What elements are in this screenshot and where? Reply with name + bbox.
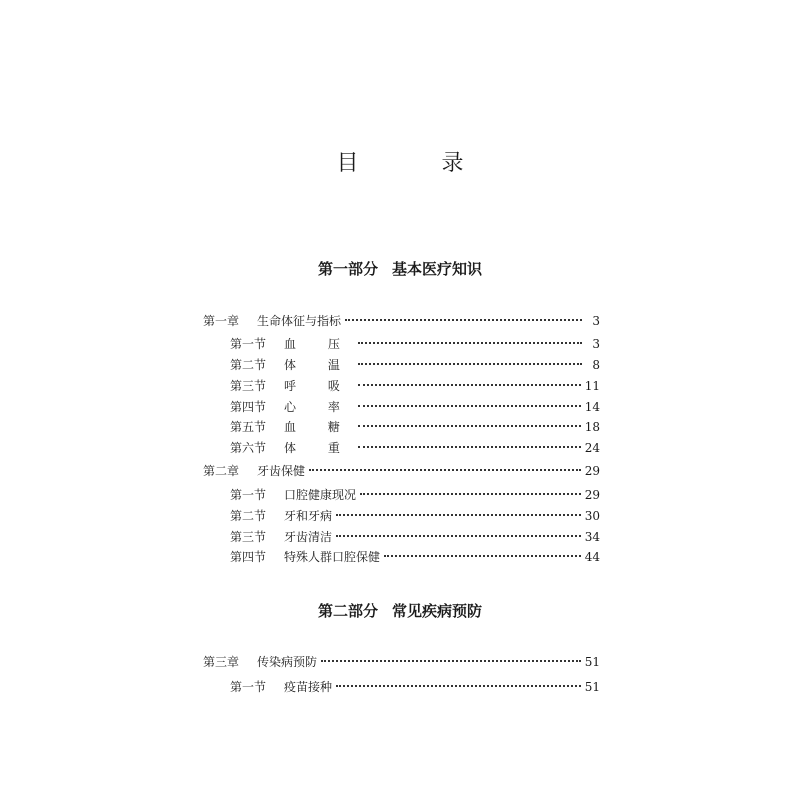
section-title: 牙和牙病 bbox=[284, 509, 333, 523]
toc-section-entry[interactable] bbox=[230, 335, 600, 353]
chapter-number: 第二章 bbox=[203, 464, 240, 478]
page-number: 24 bbox=[584, 441, 600, 455]
part-title: 基本医疗知识 bbox=[392, 260, 483, 278]
dot-leader bbox=[358, 342, 582, 344]
page-number: 18 bbox=[584, 420, 600, 434]
dot-leader bbox=[345, 319, 582, 321]
section-number: 第三节 bbox=[230, 379, 267, 393]
chapter-title: 传染病预防 bbox=[257, 655, 318, 669]
section-title: 疫苗接种 bbox=[284, 680, 333, 694]
section-title: 牙齿清洁 bbox=[284, 530, 333, 544]
toc-section-entry[interactable] bbox=[230, 486, 600, 504]
dot-leader bbox=[358, 363, 582, 365]
section-title: 体 重 bbox=[284, 441, 354, 455]
page-number: 30 bbox=[584, 509, 600, 523]
dot-leader bbox=[336, 535, 581, 537]
toc-section-entry[interactable] bbox=[230, 418, 600, 436]
toc-section-entry[interactable] bbox=[230, 678, 600, 696]
dot-leader bbox=[336, 514, 581, 516]
part-heading bbox=[0, 600, 800, 621]
toc-section-entry[interactable] bbox=[230, 377, 600, 395]
part-label: 第一部分 bbox=[317, 260, 378, 278]
chapter-title: 牙齿保健 bbox=[257, 464, 306, 478]
section-title: 血 压 bbox=[284, 337, 354, 351]
dot-leader bbox=[358, 405, 581, 407]
dot-leader bbox=[358, 384, 581, 386]
section-number: 第一节 bbox=[230, 488, 267, 502]
chapter-number: 第一章 bbox=[203, 314, 240, 328]
toc-section-entry[interactable] bbox=[230, 548, 600, 566]
part-heading bbox=[0, 258, 800, 279]
toc-section-entry[interactable] bbox=[230, 398, 600, 416]
section-number: 第二节 bbox=[230, 509, 267, 523]
chapter-number: 第三章 bbox=[203, 655, 240, 669]
section-number: 第二节 bbox=[230, 358, 267, 372]
page-number: 29 bbox=[584, 464, 600, 478]
section-title: 血 糖 bbox=[284, 420, 354, 434]
toc-chapter-entry[interactable] bbox=[203, 312, 600, 330]
toc-section-entry[interactable] bbox=[230, 528, 600, 546]
section-number: 第六节 bbox=[230, 441, 267, 455]
dot-leader bbox=[336, 685, 581, 687]
dot-leader bbox=[358, 425, 581, 427]
page-number: 34 bbox=[584, 530, 600, 544]
page-number: 3 bbox=[592, 337, 600, 351]
page-number: 51 bbox=[584, 655, 600, 669]
dot-leader bbox=[358, 446, 581, 448]
part-title: 常见疾病预防 bbox=[392, 602, 483, 620]
section-title: 特殊人群口腔保健 bbox=[284, 550, 381, 564]
section-title: 呼 吸 bbox=[284, 379, 354, 393]
section-number: 第一节 bbox=[230, 337, 267, 351]
page-number: 8 bbox=[592, 358, 600, 372]
page-number: 11 bbox=[584, 379, 600, 393]
dot-leader bbox=[309, 469, 581, 471]
section-title: 心 率 bbox=[284, 400, 354, 414]
toc-chapter-entry[interactable] bbox=[203, 653, 600, 671]
section-number: 第四节 bbox=[230, 550, 267, 564]
chapter-title: 生命体征与指标 bbox=[257, 314, 342, 328]
page-number: 14 bbox=[584, 400, 600, 414]
page-number: 51 bbox=[584, 680, 600, 694]
section-title: 口腔健康现况 bbox=[284, 488, 357, 502]
toc-section-entry[interactable] bbox=[230, 356, 600, 374]
toc-section-entry[interactable] bbox=[230, 507, 600, 525]
page-number: 29 bbox=[584, 488, 600, 502]
toc-section-entry[interactable] bbox=[230, 439, 600, 457]
dot-leader bbox=[321, 660, 581, 662]
dot-leader bbox=[360, 493, 581, 495]
section-number: 第三节 bbox=[230, 530, 267, 544]
dot-leader bbox=[384, 555, 581, 557]
part-label: 第二部分 bbox=[317, 602, 378, 620]
section-title: 体 温 bbox=[284, 358, 354, 372]
toc-chapter-entry[interactable] bbox=[203, 462, 600, 480]
section-number: 第五节 bbox=[230, 420, 267, 434]
section-number: 第一节 bbox=[230, 680, 267, 694]
section-number: 第四节 bbox=[230, 400, 267, 414]
page-title: 目 录 bbox=[336, 151, 502, 176]
page-number: 3 bbox=[592, 314, 600, 328]
page-number: 44 bbox=[584, 550, 600, 564]
